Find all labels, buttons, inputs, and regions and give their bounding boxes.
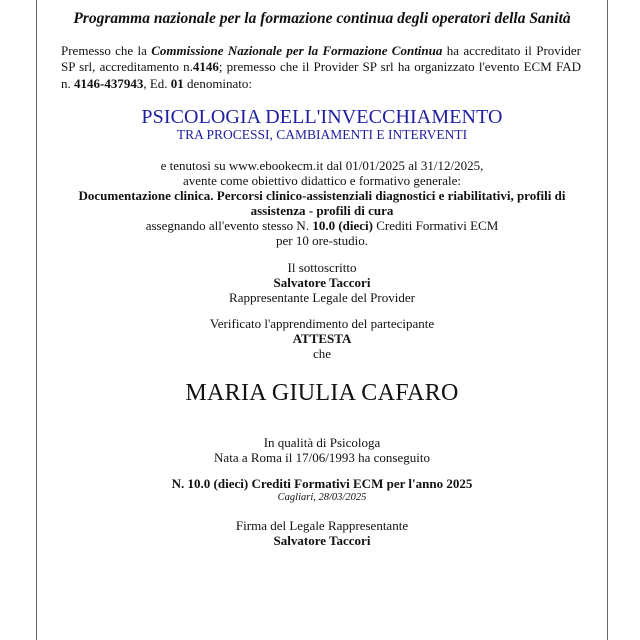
- event-number: 4146-437943: [74, 75, 144, 91]
- event-dates: e tenutosi su www.ebookecm.it dal 01/01/2025 al 31/12/2025,: [160, 158, 484, 173]
- objective-line-1: Documentazione clinica. Percorsi clinico-assistenziali diagnostici e riabilitativi, profili di: [78, 188, 566, 203]
- place-date: Cagliari, 28/03/2025: [277, 492, 367, 503]
- edition-number: 01: [170, 75, 184, 91]
- objective-line-2: assistenza - profili di cura: [250, 203, 394, 218]
- course-title: PSICOLOGIA DELL'INVECCHIAMENTO: [141, 106, 503, 128]
- intro-paragraph: [61, 43, 581, 92]
- commission-name: Commissione Nazionale per la Formazione Continua: [151, 43, 443, 58]
- participant-birth: Nata a Roma il 17/06/1993 ha conseguito: [214, 450, 430, 465]
- intro-line-1: Premesso che la Commissione Nazionale per la Formazione Continua ha accreditato il Provider: [61, 43, 582, 58]
- signer-name: Salvatore Taccori: [273, 275, 371, 290]
- awarded-credits: N. 10.0 (dieci) Crediti Formativi ECM per l'anno 2025: [171, 476, 473, 491]
- intro-line-2: SP srl, accreditamento n.4146; premesso che il Provider SP srl ha organizzato l'evento ECM FAD: [61, 59, 581, 75]
- signer-role: Rappresentante Legale del Provider: [229, 290, 415, 305]
- objective-intro: avente come obiettivo didattico e formativo generale:: [183, 173, 461, 188]
- signature-label: Firma del Legale Rappresentante: [235, 518, 409, 533]
- study-hours: per 10 ore-studio.: [275, 233, 369, 248]
- course-subtitle: TRA PROCESSI, CAMBIAMENTI E INTERVENTI: [176, 127, 468, 142]
- signature-name: Salvatore Taccori: [273, 533, 371, 548]
- attesta-label: ATTESTA: [292, 331, 352, 346]
- participant-name: MARIA GIULIA CAFARO: [185, 380, 459, 406]
- che-label: che: [312, 346, 332, 361]
- signer-intro: Il sottoscritto: [287, 260, 357, 275]
- credits-assigned: assegnando all'evento stesso N. 10.0 (dieci) Crediti Formativi ECM: [145, 218, 499, 233]
- intro-line-3: n. 4146-437943, Ed. 01 denominato:: [61, 75, 253, 91]
- program-header: Programma nazionale per la formazione continua degli operatori della Sanità: [73, 10, 571, 27]
- accreditation-number: 4146: [192, 59, 219, 75]
- participant-profession: In qualità di Psicologa: [263, 435, 381, 450]
- verified-text: Verificato l'apprendimento del partecipante: [209, 316, 435, 331]
